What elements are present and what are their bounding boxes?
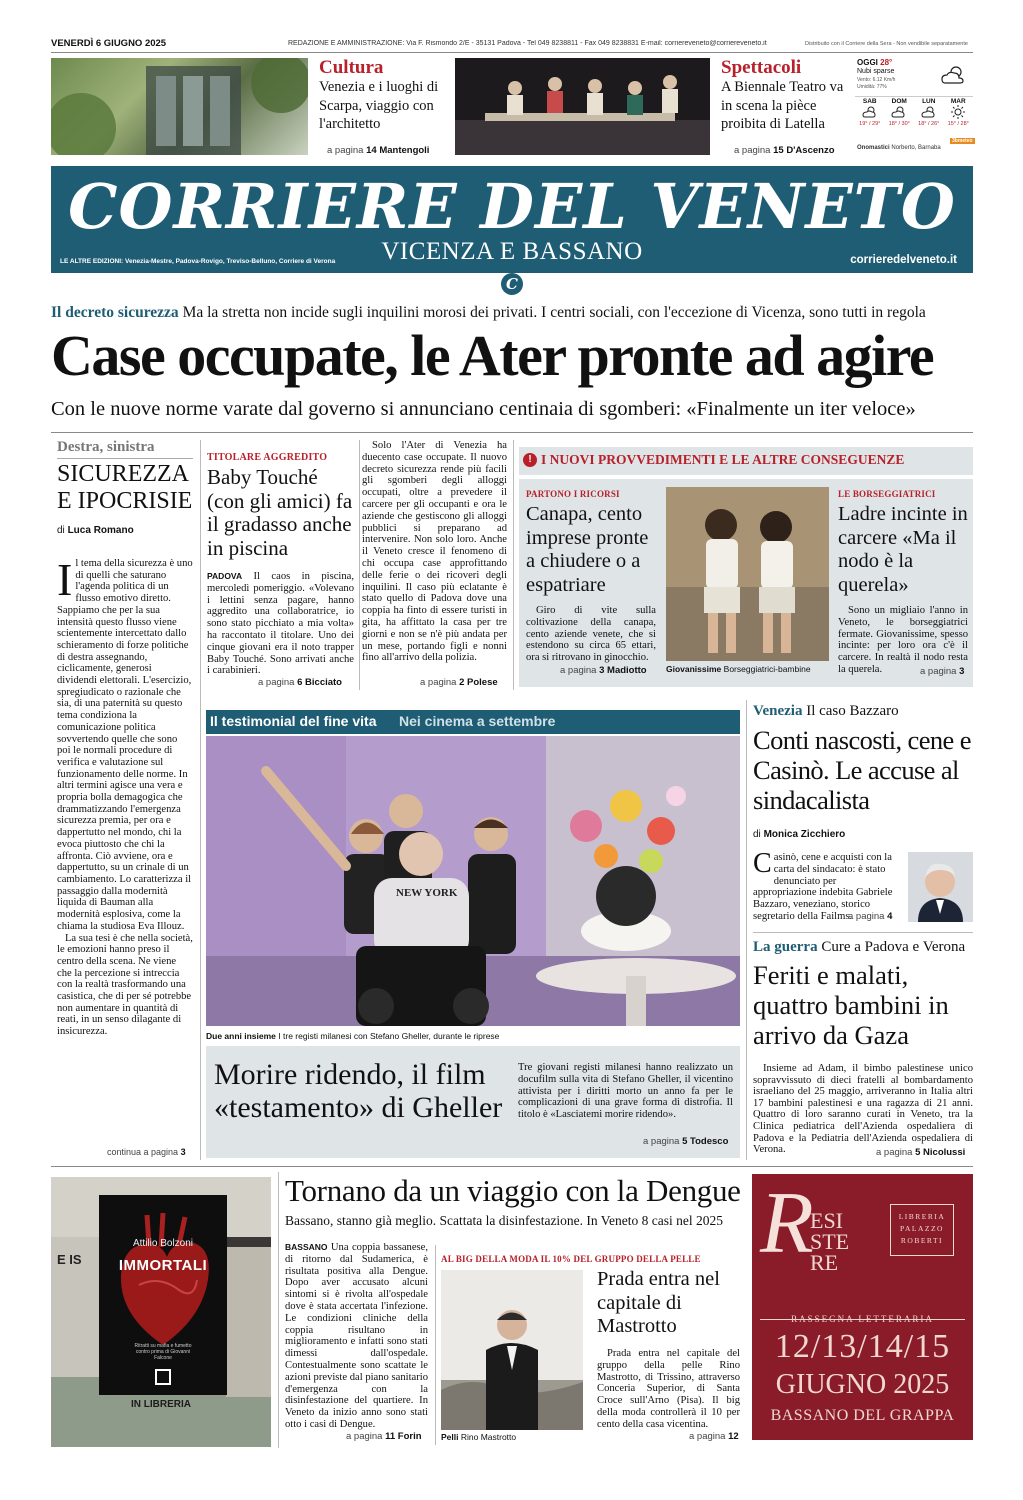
- resistere-place: BASSANO DEL GRAPPA: [770, 1407, 955, 1424]
- cultura-kicker: Cultura: [319, 57, 384, 78]
- lead-kicker-line: [51, 304, 973, 322]
- gheller-body: Tre giovani registi milanesi hanno realizzato un docufilm sulla vita di Stefano Gheller, il vicentino attivista per i diritti morto un anno fa per le complicazioni di una grave forma di distrofia. Il titolo è «Lasciatemi morire ridendo».: [518, 1062, 733, 1121]
- prada-photo: [441, 1270, 583, 1430]
- canapa-ref: a pagina 3 Madiotto: [560, 665, 647, 676]
- book-ad-footer: IN LIBRERIA: [131, 1399, 191, 1410]
- weather-humidity: Umidità: 77%: [857, 84, 887, 90]
- book-cover: [99, 1195, 227, 1395]
- canapa-headline: Canapa, cento imprese pronte a chiudere o a espatriare: [526, 503, 649, 596]
- editorial-body: Il tema della sicurezza è uno di quelli che saturano l'agenda politica di un flusso emotivo diretto. Sappiamo che per la sua intensità questo flusso viene scientemente intercettato dallo schieramento di forze politiche di destra assegnando, ciclicamente, generosi dividendi elettorali. L'esercizio, spregiudicato o razionale che sia, di una paternità su questo tema condiziona la comunicazione politica sovvertendo quelle che sono poi le normali procedure di verifica e valutazione sul funzionamento delle norme. In altri termini agisce una vera e propria bolla demagogica che drammatizzando l'emergenza sicurezza premia, per ora e dappertutto nel mondo, chi la evoca piuttosto che chi la affronta. Ciò avviene, ora e dappertutto, su un crinale di un cambiamento. Lo caratterizza il passaggio dalla modernità liquida di Bauman alla modernità esplosiva, come la chiama la studiosa Eva Illouz. La sua tesi è che nella società, le emozioni hanno preso il centro della scena. Ne viene che la percezione si intreccia con la realtà trasformando una casistica, che di per sé potrebbe non aumentare in quantità di reati, in un senso dilagante di insicurezza.: [57, 554, 193, 1038]
- alert-icon: !: [523, 453, 537, 467]
- two-girls-illustration: [666, 487, 829, 661]
- prada-body: Prada entra nel capitale del gruppo della pelle Rino Mastrotto, di Trissino, attraverso Conceria Superior, di Santa Croce sull'Arno (Pisa). Il big della moda controllerà il 10 per cento della casa vicentina.: [597, 1348, 740, 1430]
- weather-today-desc: Nubi sparse: [857, 68, 895, 75]
- editorial-continue: continua a pagina 3: [107, 1147, 186, 1157]
- bazzaro-kicker-line: Venezia Il caso Bazzaro: [753, 703, 899, 719]
- weather-wind: Vento: 6.12 Km/h: [857, 77, 896, 83]
- resistere-month: GIUGNO 2025: [775, 1369, 950, 1400]
- gheller-group-illustration: [206, 736, 740, 1026]
- man-portrait-illustration: [908, 852, 973, 922]
- editorial-dropcap: I: [57, 554, 73, 605]
- dengue-ref: a pagina 11 Forin: [346, 1431, 422, 1442]
- bazzaro-headline: Conti nascosti, cene e Casinò. Le accuse al sindacalista: [753, 725, 971, 815]
- book-title: IMMORTALI: [118, 1257, 208, 1274]
- ladre-ref: a pagina 3: [920, 666, 965, 677]
- dengue-subhead: Bassano, stanno già meglio. Scattata la disinfestazione. In Veneto 8 casi nel 2025: [285, 1213, 724, 1228]
- lead-kicker-rest: Ma la stretta non incide sugli inquilini morosi dei privati. I centri sociali, con l'eccezione di Vicenza, sono tutti in regola: [182, 304, 926, 321]
- resistere-ad: [752, 1174, 973, 1440]
- touche-kicker: TITOLARE AGGREDITO: [207, 452, 328, 463]
- weather-today-label: OGGI: [857, 58, 878, 67]
- editorial-kicker: Destra, sinistra: [57, 439, 155, 455]
- editorial-title: SICUREZZA E IPOCRISIE: [57, 461, 193, 514]
- cultura-ref: a pagina 14 Mantengoli: [327, 145, 430, 156]
- bazzaro-byline: di Monica Zicchiero: [753, 829, 846, 840]
- cloudy-sun-icon: [921, 105, 937, 119]
- mastrotto-portrait-illustration: [441, 1270, 583, 1430]
- provv-banner: ! I NUOVI PROVVEDIMENTI E LE ALTRE CONSEGUENZE: [519, 447, 973, 475]
- ater-body: Solo l'Ater di Venezia ha duecento case occupate. Il nuovo decreto sicurezza rende più facili gli sgomberi degli alloggi occupati, oltre a prevedere il carcere per gli occupanti e ora le aziende che gestiscono gli alloggi pubblici si preparano ad intervenire. Non solo loro. Anche il Veneto cresce il fenomeno di chi occupa case approfittando delle ferie o dei ricoveri degli inquilini. Il caso più eclatante è stato quello di Padova dove una coppia ha finto di essere turisti in gita, ha affittato la casa per tre giorni e non se n'è più andata per un mese, portando figli e nonni fino all'arrivo della polizia.: [362, 440, 507, 664]
- editorial-byline: di Luca Romano: [57, 525, 134, 536]
- book-ad: [51, 1177, 271, 1447]
- weather-today-temp: 28°: [880, 58, 893, 67]
- building-illustration: [51, 58, 308, 155]
- touche-body: PADOVA Il caos in piscina, mercoledì pomeriggio. «Volevano i lettini senza pagare, hanno aggredito una collaboratrice, io sono stato picchiato a mia volta» ha raccontato il titolare. Uno dei cinque giovani era il noto trapper Baby Touché. Sono arrivati anche i carabinieri.: [207, 571, 354, 677]
- canapa-kicker: PARTONO I RICORSI: [526, 489, 620, 499]
- dengue-headline: Tornano da un viaggio con la Dengue: [285, 1173, 741, 1208]
- libreria-logo: LIBRERIA PALAZZO ROBERTI: [890, 1204, 954, 1256]
- masthead-title: CORRIERE DEL VENETO: [68, 170, 956, 243]
- masthead-other-editions: LE ALTRE EDIZIONI: Venezia-Mestre, Padova-Rovigo, Treviso-Belluno, Corriere di Verona: [60, 258, 336, 265]
- prada-kicker: AL BIG DELLA MODA IL 10% DEL GRUPPO DELLA PELLE: [441, 1254, 701, 1264]
- gaza-ref: a pagina 5 Nicolussi: [876, 1147, 966, 1158]
- lead-headline: Case occupate, le Ater pronte ad agire: [51, 323, 934, 388]
- weather-provider-logo: 3bmeteo: [952, 138, 973, 144]
- gheller-ref: a pagina 5 Todesco: [643, 1136, 729, 1147]
- dengue-body: BASSANO Una coppia bassanese, di ritorno dal Sudamerica, è risultata positiva alla Dengue. Dopo aver accusato alcuni sintomi si è rivolta all'ospedale dove è stata accertata l'infezione. Le condizioni cliniche della coppia risultano in miglioramento e infatti sono stati dimessi dall'ospedale. Contestualmente sono scattate le azioni previste dal piano sanitario d'emergenza con la disinfestazione del quartiere. In Veneto da inizio anno sono stati otto i casi di Dengue.: [285, 1242, 428, 1430]
- resistere-logo-line2: STE: [810, 1229, 850, 1254]
- borseggiatrici-photo: [666, 487, 829, 661]
- ater-ref: a pagina 2 Polese: [420, 677, 498, 688]
- gaza-headline: Feriti e malati, quattro bambini in arrivo da Gaza: [753, 960, 949, 1050]
- resistere-logo-r: R: [760, 1175, 814, 1272]
- bazzaro-portrait: [908, 852, 973, 922]
- redazione-info: REDAZIONE E AMMINISTRAZIONE: Via F. Rismondo 2/E - 35131 Padova - Tel 049 8238811 - Fax 049 8238831 E-mail: corriereveneto@corriereveneto.it: [288, 40, 767, 47]
- forecast-day: DOM 18° / 30°: [888, 98, 910, 127]
- rassegna-label: RASSEGNA LETTERARIA: [791, 1314, 934, 1324]
- masthead: [51, 166, 973, 273]
- gheller-caption: Due anni insieme I tre registi milanesi con Stefano Gheller, durante le riprese: [206, 1031, 500, 1041]
- touche-ref: a pagina 6 Bicciato: [258, 677, 342, 688]
- bazzaro-body: Casinò, cene e acquisti con la carta del sindacato: è stato denunciato per appropriazione indebita Gabriele Bazzaro, veneziano, storico segretario della Failms.: [753, 848, 893, 922]
- resistere-logo-line1: ESI: [810, 1208, 843, 1233]
- ladre-headline: Ladre incinte in carcere «Ma il nodo è la querela»: [838, 503, 968, 596]
- ladre-body: Sono un migliaio l'anno in Veneto, le borseggiatrici fermate. Giovanissime, spesso incinte: per loro ora c'è il carcere. In realtà il nodo resta la querela.: [838, 605, 968, 675]
- gheller-photo: [206, 736, 740, 1026]
- gheller-headline: Morire ridendo, il film «testamento» di Gheller: [214, 1058, 503, 1124]
- ladre-kicker: LE BORSEGGIATRICI: [838, 489, 936, 499]
- forecast-day: MAR 15° / 28°: [947, 98, 969, 127]
- spettacoli-ref: a pagina 15 D'Ascenzo: [734, 145, 835, 156]
- prada-ref: a pagina 12: [689, 1431, 739, 1442]
- date-line: VENERDÌ 6 GIUGNO 2025: [51, 38, 167, 49]
- gheller-banner: Il testimonial del fine vita Nei cinema a settembre: [206, 710, 740, 734]
- resistere-logo-line3: RE: [810, 1250, 839, 1275]
- publisher-logo-icon: [155, 1369, 171, 1385]
- touche-headline: Baby Touché (con gli amici) fa il gradasso anche in piscina: [207, 465, 353, 560]
- anatomical-heart-icon: [99, 1195, 227, 1395]
- book-subtitle: Ritratti su mafia e fumetto contro prima di Giovanni Falcone: [134, 1343, 192, 1361]
- bazzaro-dropcap: C: [753, 848, 772, 879]
- spettacoli-photo: [455, 58, 710, 155]
- cultura-text: Venezia e i luoghi di Scarpa, viaggio con l'architetto: [319, 79, 439, 132]
- corriere-logo-icon: C: [501, 273, 523, 295]
- prada-caption: Pelli Rino Mastrotto: [441, 1432, 517, 1442]
- spettacoli-kicker: Spettacoli: [721, 57, 802, 78]
- book-author: Attilio Bolzoni: [132, 1238, 194, 1249]
- lead-subhead: Con le nuove norme varate dal governo si annunciano centinaia di sgomberi: «Finalmente un iter veloce»: [51, 398, 916, 420]
- gaza-kicker-line: La guerra Cure a Padova e Verona: [753, 939, 966, 955]
- canapa-body: Giro di vite sulla coltivazione della canapa, cento aziende venete, che si estendono su circa 65 ettari, ora si ritrovano in ginocchio.: [526, 605, 656, 664]
- partly-cloudy-icon: [941, 64, 967, 86]
- shirt-text: NEW YORK: [396, 887, 458, 899]
- sun-icon: [950, 105, 966, 119]
- resistere-dates: 12/13/14/15: [774, 1328, 951, 1365]
- forecast-day: SAB 19° / 29°: [859, 98, 881, 127]
- masthead-edition: VICENZA E BASSANO: [381, 238, 643, 265]
- bazzaro-ref: a pagina 4: [848, 911, 893, 922]
- book-ad-side-text: E IS: [57, 1252, 82, 1267]
- distribuito-note: Distribuito con il Corriere della Sera - Non vendibile separatamente: [805, 41, 968, 47]
- stage-illustration: [455, 58, 710, 155]
- forecast-day: LUN 18° / 26°: [918, 98, 940, 127]
- weather-box: [855, 58, 973, 156]
- cloudy-sun-icon: [891, 105, 907, 119]
- masthead-website: corrieredelveneto.it: [850, 254, 957, 266]
- onomastici: Onomastici Norberto, Barnaba: [857, 145, 941, 151]
- spettacoli-text: A Biennale Teatro va in scena la pièce proibita di Latella: [721, 79, 844, 132]
- borseggiatrici-caption: Giovanissime Borseggiatrici-bambine: [666, 664, 811, 674]
- cloudy-sun-icon: [862, 105, 878, 119]
- lead-kicker: Il decreto sicurezza: [51, 304, 179, 321]
- prada-headline: Prada entra nel capitale di Mastrotto: [597, 1268, 720, 1337]
- cultura-photo: [51, 58, 308, 155]
- gaza-body: Insieme ad Adam, il bimbo palestinese unico sopravvissuto di dieci fratelli al bombardamento israeliano del 25 maggio, arriveranno in Italia altri 17 bambini palestinesi e una ragazza di 21 anni. Quattro di loro saranno curati in Veneto, tra la Clinica pediatrica dell'Azienda ospedaliera di Padova e la Pediatria dell'Azienda ospedaliera di Verona.: [753, 1063, 973, 1156]
